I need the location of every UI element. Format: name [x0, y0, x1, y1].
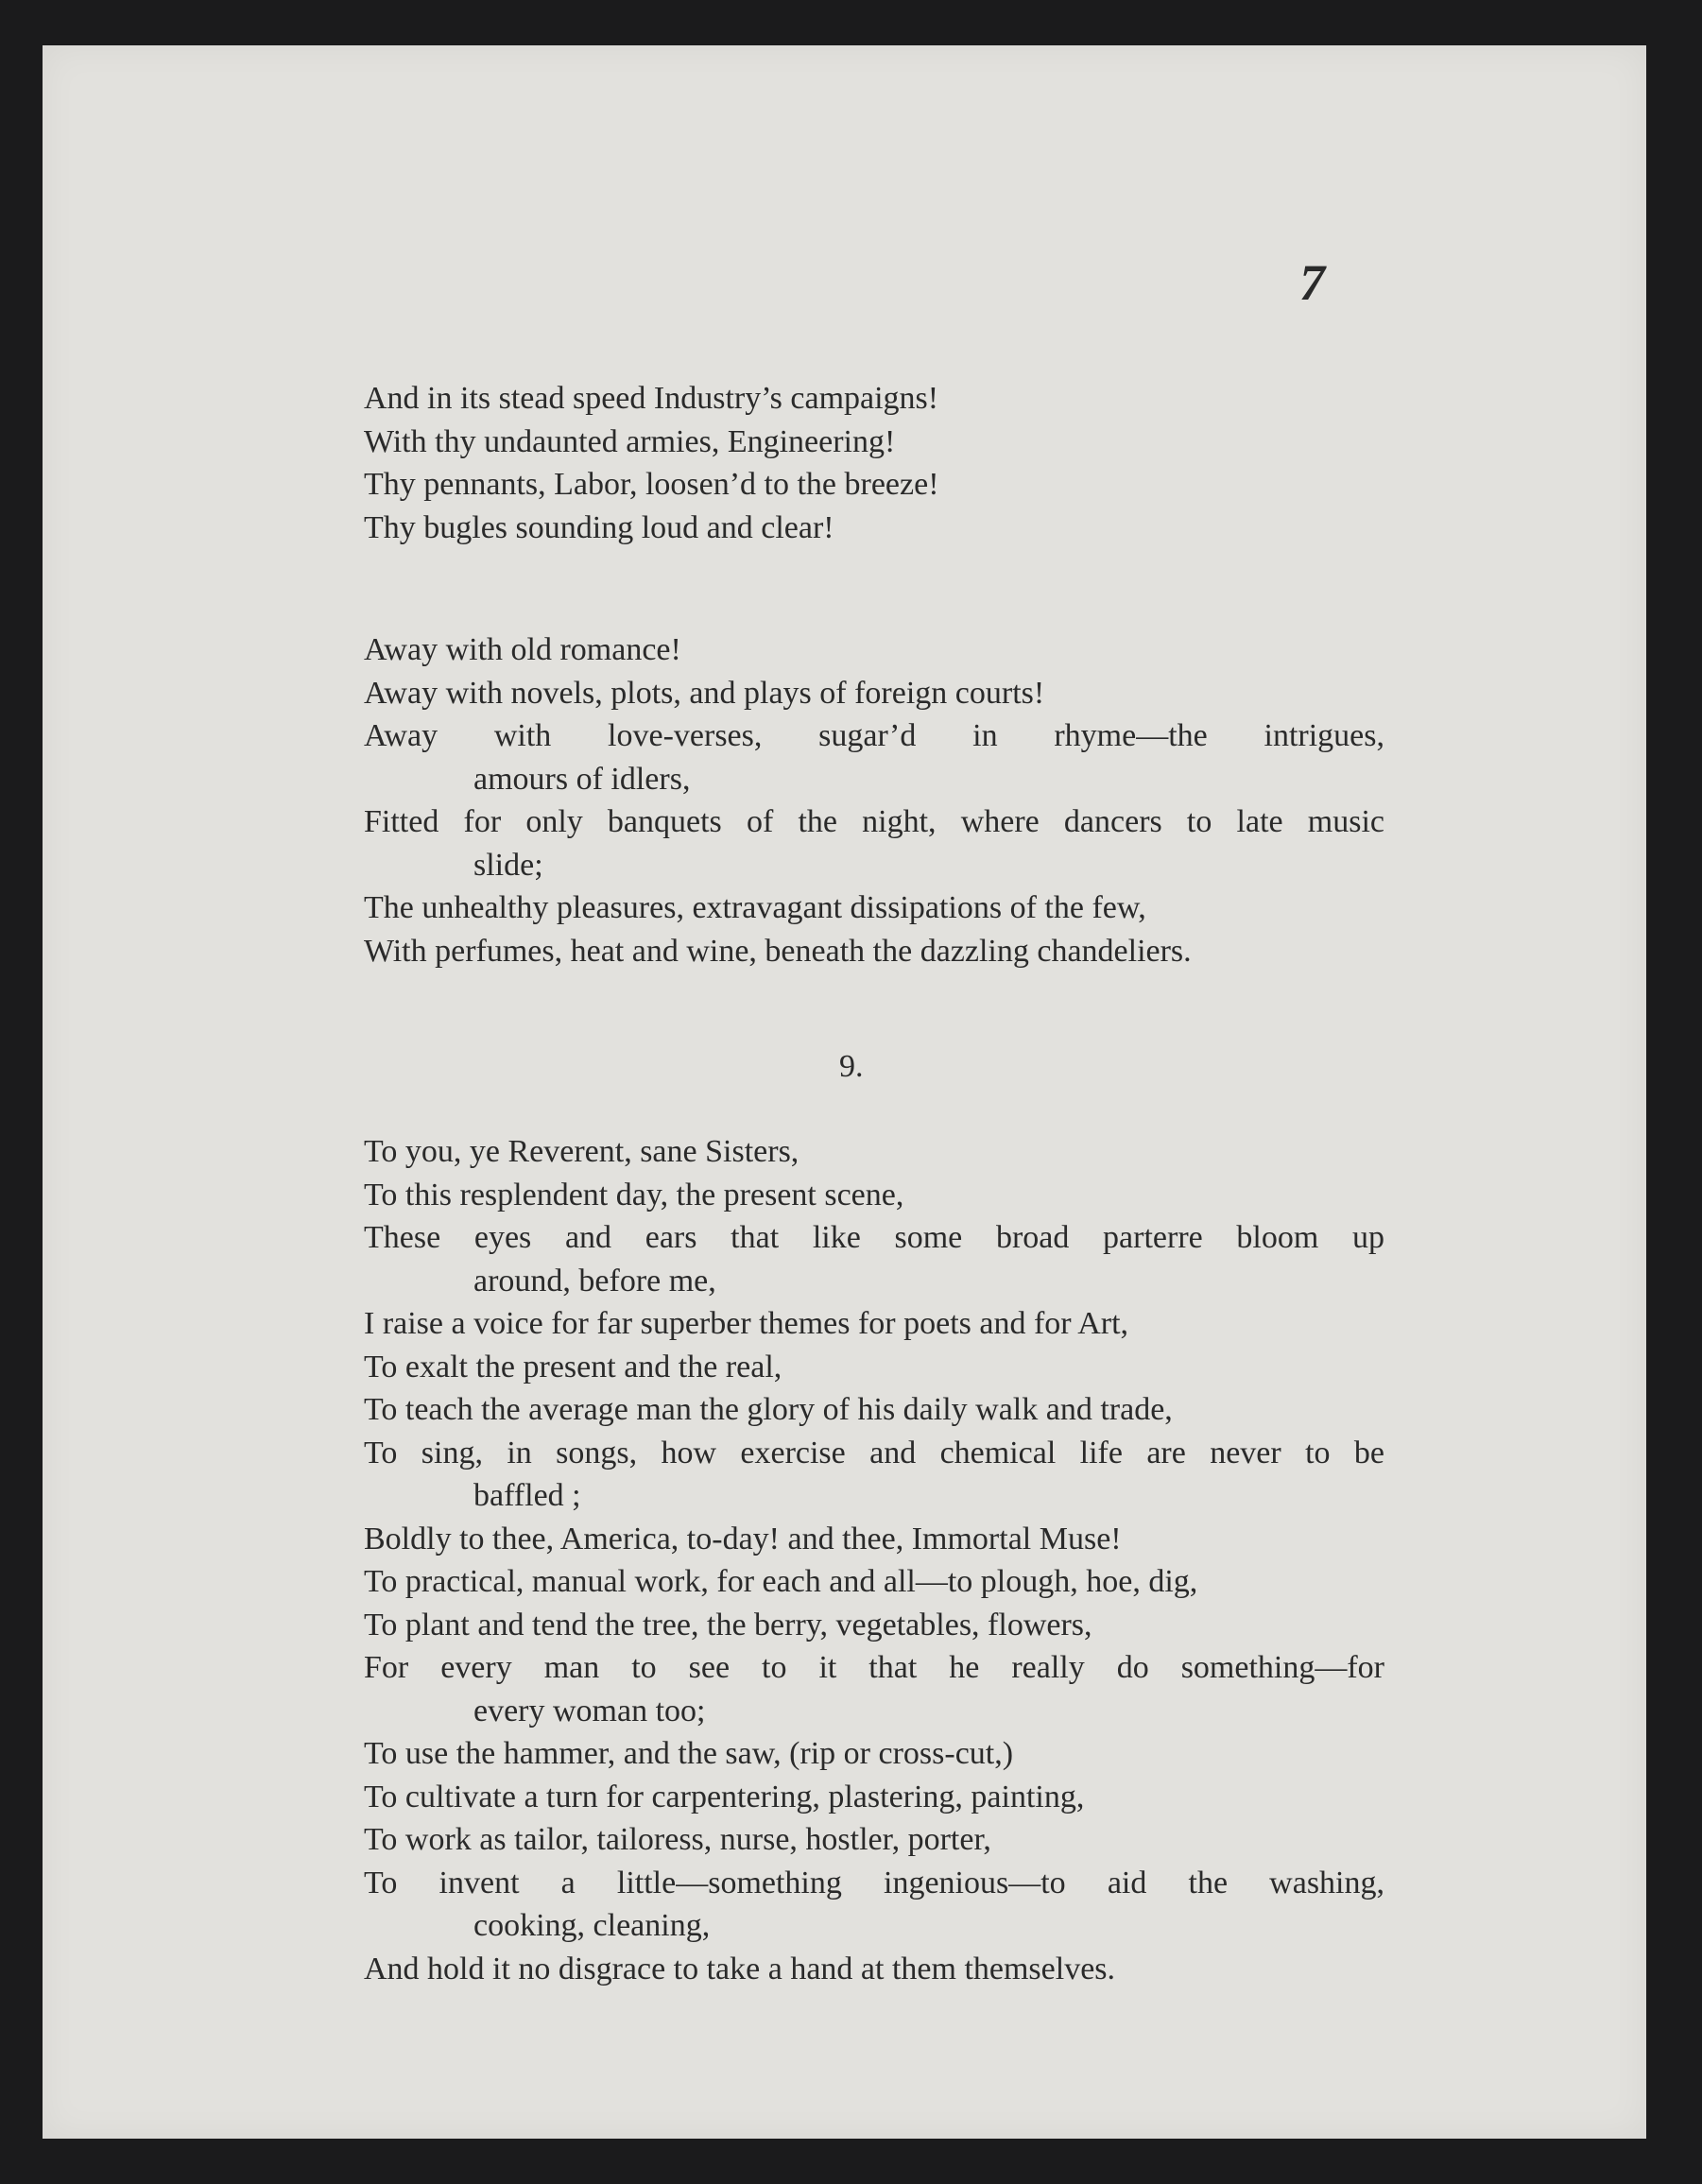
poem-line: The unhealthy pleasures, extravagant dissipations of the few, [364, 890, 1146, 925]
poem-line: Away with novels, plots, and plays of foreign courts! [364, 675, 1045, 711]
poem-line-continuation: slide; [473, 847, 543, 883]
poem-line: With perfumes, heat and wine, beneath the dazzling chandeliers. [364, 933, 1192, 969]
poem-line-continuation: cooking, cleaning, [473, 1908, 711, 1943]
book-page [43, 45, 1646, 2139]
page-number: 7 [1299, 254, 1325, 311]
poem-line: Boldly to thee, America, to-day! and thee, Immortal Muse! [364, 1521, 1122, 1556]
poem-line: And in its stead speed Industry’s campaigns! [364, 381, 939, 416]
poem-line: Away with love-verses, sugar’d in rhyme—the intrigues, [364, 718, 1384, 753]
poem-line: For every man to see to it that he really do something—for [364, 1650, 1384, 1685]
poem-line: With thy undaunted armies, Engineering! [364, 423, 896, 459]
poem-line: Thy bugles sounding loud and clear! [364, 509, 834, 545]
poem-line: To practical, manual work, for each and all—to plough, hoe, dig, [364, 1564, 1198, 1599]
stanza-1 [364, 377, 1384, 549]
poem-line: Fitted for only banquets of the night, where dancers to late music [364, 804, 1384, 839]
poem-line: Away with old romance! [364, 632, 681, 667]
poem-line: To work as tailor, tailoress, nurse, hostler, porter, [364, 1822, 991, 1857]
poem-line: To exalt the present and the real, [364, 1349, 782, 1384]
stanza-2 [364, 628, 1384, 972]
poem-line-continuation: amours of idlers, [473, 761, 691, 797]
poem-line: To you, ye Reverent, sane Sisters, [364, 1134, 799, 1169]
poem-line: Thy pennants, Labor, loosen’d to the breeze! [364, 467, 939, 502]
poem-line: And hold it no disgrace to take a hand at them themselves. [364, 1951, 1116, 1986]
poem-line: These eyes and ears that like some broad parterre bloom up [364, 1220, 1384, 1255]
poem-line: To plant and tend the tree, the berry, vegetables, flowers, [364, 1607, 1092, 1642]
stanza-3 [364, 1130, 1384, 1990]
poem-line: To cultivate a turn for carpentering, plastering, painting, [364, 1779, 1085, 1814]
poem-line: To teach the average man the glory of his daily walk and trade, [364, 1392, 1173, 1427]
poem-line-continuation: around, before me, [473, 1263, 716, 1298]
section-number: 9. [839, 1049, 864, 1084]
poem-line-continuation: baffled ; [473, 1478, 581, 1513]
poem-line: To sing, in songs, how exercise and chemical life are never to be [364, 1435, 1384, 1470]
poem-line-continuation: every woman too; [473, 1693, 706, 1728]
poem-line: To this resplendent day, the present scene, [364, 1177, 904, 1212]
poem-line: To use the hammer, and the saw, (rip or cross-cut,) [364, 1736, 1014, 1771]
poem-line: I raise a voice for far superber themes for poets and for Art, [364, 1306, 1129, 1341]
poem-line: To invent a little—something ingenious—to aid the washing, [364, 1865, 1384, 1900]
